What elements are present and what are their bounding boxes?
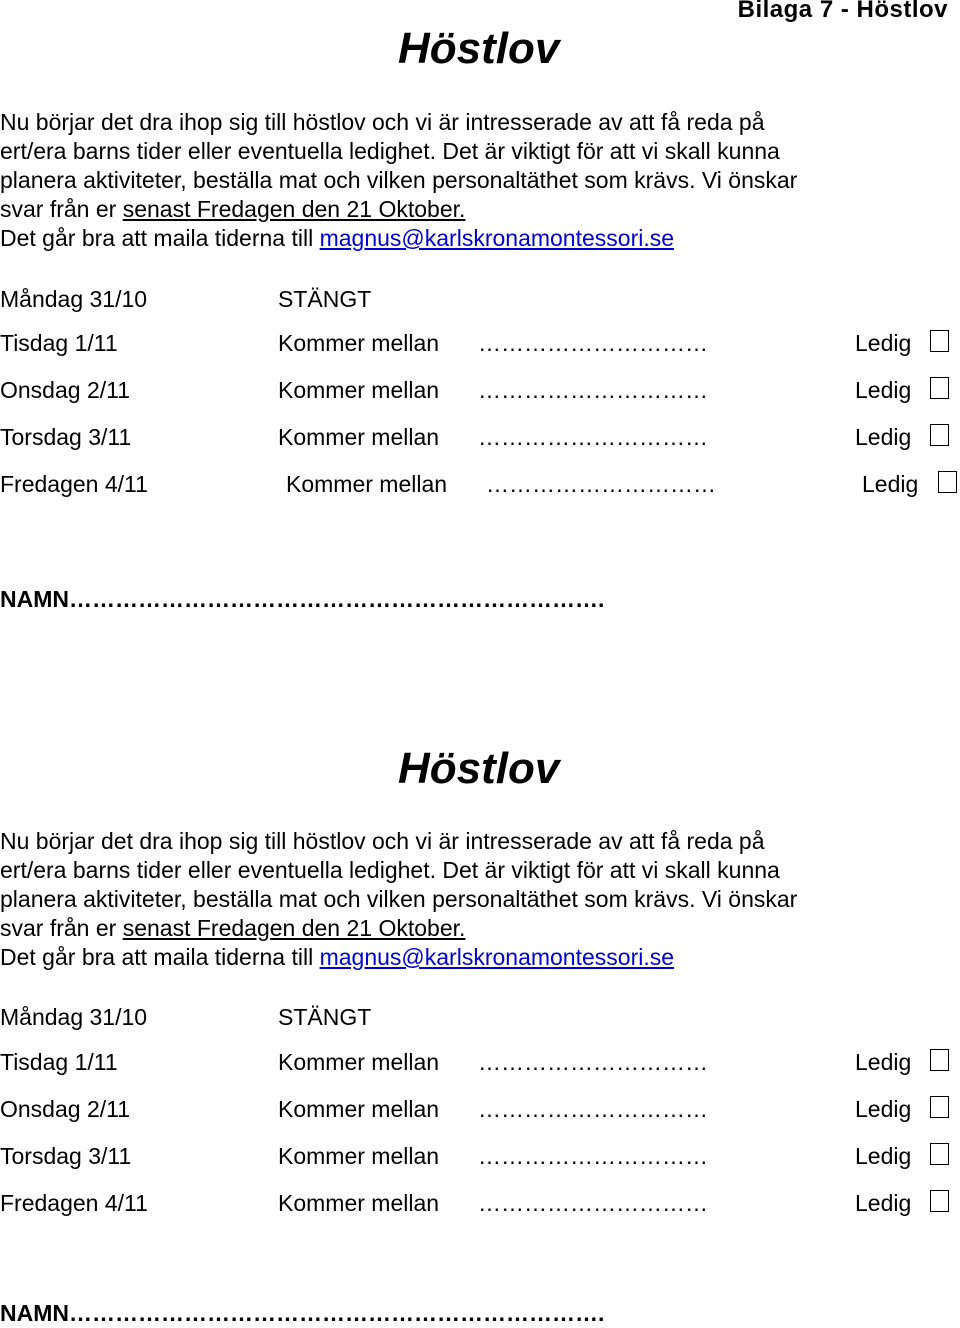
day-label: Fredagen 4/11 — [0, 1190, 148, 1216]
schedule-row — [0, 377, 960, 417]
ledig-label: Ledig — [862, 471, 919, 497]
arrival-time-field[interactable]: ………………………… — [478, 1096, 708, 1122]
arrival-label: Kommer mellan — [278, 424, 440, 450]
arrival-time-field[interactable]: ………………………… — [478, 330, 708, 356]
arrival-label: Kommer mellan — [278, 1190, 440, 1216]
day-label: Måndag 31/10 — [0, 1004, 148, 1030]
mail-line — [0, 943, 960, 972]
ledig-checkbox[interactable] — [930, 330, 949, 352]
ledig-label: Ledig — [855, 330, 912, 356]
deadline-line — [0, 914, 960, 943]
day-label: Onsdag 2/11 — [0, 1096, 131, 1122]
intro-text — [0, 827, 960, 972]
deadline-text: senast Fredagen den 21 Oktober. — [122, 196, 466, 222]
page-title: Höstlov — [398, 744, 560, 793]
ledig-label: Ledig — [855, 377, 912, 403]
mail-line — [0, 224, 960, 253]
ledig-checkbox[interactable] — [930, 1096, 949, 1118]
email-link[interactable]: magnus@karlskronamontessori.se — [319, 944, 675, 970]
arrival-label: Kommer mellan — [278, 330, 440, 356]
intro-line: ert/era barns tider eller eventuella ledighet. Det är viktigt för att vi skall kunna — [0, 857, 780, 883]
deadline-line — [0, 195, 960, 224]
email-link[interactable]: magnus@karlskronamontessori.se — [319, 225, 675, 251]
schedule-row — [0, 1143, 960, 1183]
attachment-label: Bilaga 7 - Höstlov — [737, 0, 948, 23]
ledig-checkbox[interactable] — [930, 424, 949, 446]
intro-text — [0, 108, 960, 253]
mail-prefix: Det går bra att maila tiderna till — [0, 944, 320, 970]
arrival-label: Kommer mellan — [278, 377, 440, 403]
name-field[interactable]: NAMN……………………………………………………………. — [0, 1300, 605, 1326]
closed-label: STÄNGT — [278, 286, 372, 312]
deadline-prefix: svar från er — [0, 196, 123, 222]
ledig-label: Ledig — [855, 1049, 912, 1075]
closed-label: STÄNGT — [278, 1004, 372, 1030]
arrival-time-field[interactable]: ………………………… — [478, 424, 708, 450]
ledig-checkbox[interactable] — [930, 1143, 949, 1165]
schedule-row — [0, 1190, 960, 1230]
schedule-row — [0, 1049, 960, 1089]
arrival-time-field[interactable]: ………………………… — [478, 1190, 708, 1216]
day-label: Tisdag 1/11 — [0, 1049, 118, 1075]
schedule-row — [0, 424, 960, 464]
day-label: Fredagen 4/11 — [0, 471, 148, 497]
arrival-label: Kommer mellan — [278, 1049, 440, 1075]
closed-day-row — [0, 286, 960, 326]
day-label: Torsdag 3/11 — [0, 424, 132, 450]
ledig-checkbox[interactable] — [930, 1190, 949, 1212]
intro-line: planera aktiviteter, beställa mat och vilken personaltäthet som krävs. Vi önskar — [0, 167, 798, 193]
schedule-row — [0, 471, 960, 511]
arrival-time-field[interactable]: ………………………… — [478, 1049, 708, 1075]
day-label: Måndag 31/10 — [0, 286, 148, 312]
arrival-label: Kommer mellan — [278, 1096, 440, 1122]
ledig-label: Ledig — [855, 1143, 912, 1169]
intro-line: Nu börjar det dra ihop sig till höstlov och vi är intresserade av att få reda på — [0, 109, 765, 135]
arrival-time-field[interactable]: ………………………… — [486, 471, 716, 497]
schedule-row — [0, 330, 960, 370]
page-title: Höstlov — [398, 24, 560, 73]
ledig-label: Ledig — [855, 1190, 912, 1216]
arrival-time-field[interactable]: ………………………… — [478, 1143, 708, 1169]
ledig-label: Ledig — [855, 1096, 912, 1122]
day-label: Torsdag 3/11 — [0, 1143, 132, 1169]
ledig-label: Ledig — [855, 424, 912, 450]
day-label: Tisdag 1/11 — [0, 330, 118, 356]
intro-line: Nu börjar det dra ihop sig till höstlov och vi är intresserade av att få reda på — [0, 828, 765, 854]
intro-line: planera aktiviteter, beställa mat och vilken personaltäthet som krävs. Vi önskar — [0, 886, 798, 912]
deadline-text: senast Fredagen den 21 Oktober. — [122, 915, 466, 941]
name-field[interactable]: NAMN……………………………………………………………. — [0, 586, 605, 612]
intro-line: ert/era barns tider eller eventuella ledighet. Det är viktigt för att vi skall kunna — [0, 138, 780, 164]
closed-day-row — [0, 1004, 960, 1044]
arrival-time-field[interactable]: ………………………… — [478, 377, 708, 403]
arrival-label: Kommer mellan — [286, 471, 448, 497]
schedule-row — [0, 1096, 960, 1136]
day-label: Onsdag 2/11 — [0, 377, 131, 403]
deadline-prefix: svar från er — [0, 915, 123, 941]
arrival-label: Kommer mellan — [278, 1143, 440, 1169]
mail-prefix: Det går bra att maila tiderna till — [0, 225, 320, 251]
ledig-checkbox[interactable] — [930, 1049, 949, 1071]
ledig-checkbox[interactable] — [930, 377, 949, 399]
ledig-checkbox[interactable] — [938, 471, 957, 493]
